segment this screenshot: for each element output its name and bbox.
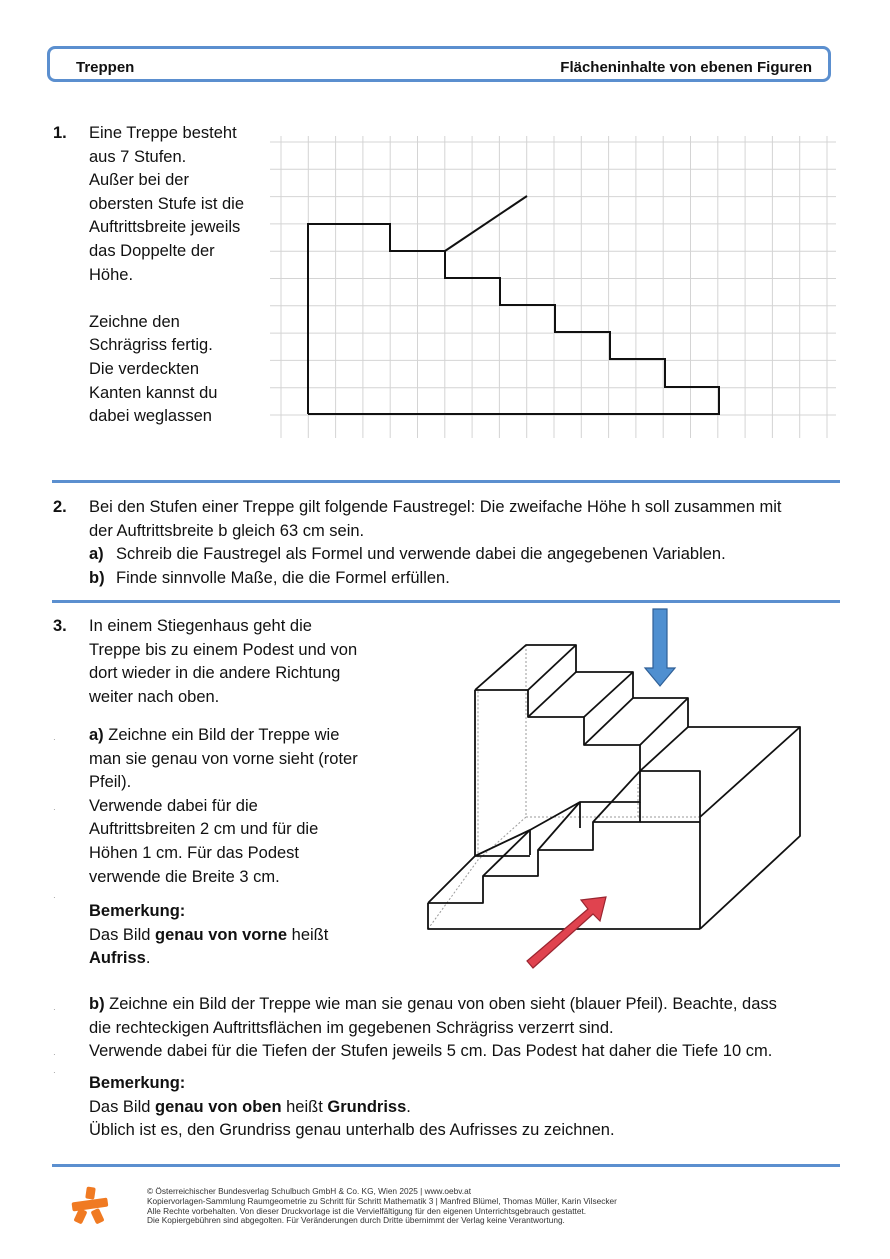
remark-text: Das Bild xyxy=(89,925,156,944)
edge xyxy=(538,802,580,850)
q2-line: Bei den Stufen einer Treppe gilt folgende Faustregel: Die zweifache Höhe h soll zusammen mit xyxy=(89,498,782,516)
q1-number: 1. xyxy=(53,124,67,142)
divider xyxy=(52,600,840,603)
edge xyxy=(584,698,633,745)
publisher-logo xyxy=(70,1185,110,1225)
divider xyxy=(52,1164,840,1167)
edge xyxy=(475,645,800,727)
q1-line: Höhe. xyxy=(89,265,134,284)
hidden-edges xyxy=(428,645,700,929)
red-arrow-shape xyxy=(527,897,606,968)
q3-line: Zeichne ein Bild der Treppe wie xyxy=(103,726,340,744)
edge xyxy=(640,727,688,771)
grid-lines xyxy=(270,136,836,438)
q3-b-first-line xyxy=(89,993,854,1017)
q1-grid-figure xyxy=(270,130,840,442)
q2-a-label: a) xyxy=(89,545,104,563)
remark-line xyxy=(89,924,328,948)
remark-bold: genau von vorne xyxy=(155,925,288,944)
q3-line: Zeichne ein Bild der Treppe wie man sie genau von oben sieht (blauer Pfeil). Beachte, dass xyxy=(104,995,777,1013)
remark-line: Üblich ist es, den Grundriss genau unterhalb des Aufrisses zu zeichnen. xyxy=(89,1121,615,1140)
q1-spacer xyxy=(89,287,244,311)
footer-line: Kopiervorlagen-Sammlung Raumgeometrie zu Schritt für Schritt Mathematik 3 | Manfred Blümel, Thomas Müller, Karin Vilsecker xyxy=(147,1195,617,1206)
edge xyxy=(428,903,700,929)
header-box xyxy=(47,46,831,82)
q2-a-text: Schreib die Faustregel als Formel und verwende dabei die angegebenen Variablen. xyxy=(116,545,726,563)
q3-b-label: b) xyxy=(89,995,105,1013)
q3-b-text xyxy=(89,993,854,1064)
q1-line: Kanten kannst du xyxy=(89,383,218,402)
edge xyxy=(528,645,576,690)
margin-mark: · xyxy=(53,1050,56,1059)
remark-bold: genau von oben xyxy=(155,1097,282,1116)
q2-text xyxy=(89,496,849,543)
edge xyxy=(528,672,576,717)
q3-line: die rechteckigen Auftrittsflächen im gegebenen Schrägriss verzerrt sind. xyxy=(89,1018,614,1037)
q3-staircase-figure xyxy=(420,605,810,980)
header-title: Treppen xyxy=(76,59,135,76)
q3-a-label: a) xyxy=(89,726,104,744)
logo-shape xyxy=(71,1187,108,1225)
q3-line: Pfeil). xyxy=(89,773,132,792)
margin-mark: · xyxy=(53,1068,56,1077)
staircase-outline xyxy=(308,196,719,414)
remark-title: Bemerkung: xyxy=(89,902,186,920)
blue-arrow xyxy=(645,609,675,686)
q3-line: weiter nach oben. xyxy=(89,687,220,706)
q2-b-text: Finde sinnvolle Maße, die die Formel erfüllen. xyxy=(116,569,450,587)
edge xyxy=(483,830,530,876)
remark-text: Das Bild xyxy=(89,1097,156,1116)
blue-arrow-shape xyxy=(645,609,675,686)
q3-number: 3. xyxy=(53,617,67,635)
q3-remark1 xyxy=(89,900,328,971)
edge xyxy=(428,771,640,903)
footer-line: © Österreichischer Bundesverlag Schulbuch GmbH & Co. KG, Wien 2025 | www.oebv.at xyxy=(147,1186,471,1196)
q3-intro xyxy=(89,615,357,709)
q1-line: obersten Stufe ist die xyxy=(89,194,245,213)
remark-text: . xyxy=(145,949,151,968)
q3-line: man sie genau von vorne sieht (roter xyxy=(89,749,358,768)
q1-text xyxy=(89,122,244,429)
q3-line: Höhen 1 cm. Für das Podest xyxy=(89,843,300,862)
q1-line: Schrägriss fertig. xyxy=(89,336,213,355)
edge xyxy=(640,698,688,745)
q2-b-label: b) xyxy=(89,569,105,587)
q1-line: aus 7 Stufen. xyxy=(89,147,187,166)
q1-line: Zeichne den xyxy=(89,312,180,331)
q3-line: dort wieder in die andere Richtung xyxy=(89,664,341,683)
remark-bold: Grundriss xyxy=(327,1097,407,1116)
footer-line: Alle Rechte vorbehalten. Von dieser Druckvorlage ist die Vervielfältigung für den eigenen Unterrichtsgebrauch gestattet. xyxy=(147,1205,587,1216)
remark-line xyxy=(89,1096,854,1120)
q1-line: das Doppelte der xyxy=(89,241,215,260)
margin-mark: · xyxy=(53,893,56,902)
q1-line: Die verdeckten xyxy=(89,359,200,378)
margin-mark: · xyxy=(53,805,56,814)
q2-line: der Auftrittsbreite b gleich 63 cm sein. xyxy=(89,521,365,540)
hidden-edge xyxy=(478,817,526,860)
hidden-edge xyxy=(428,690,478,929)
q1-line: Eine Treppe besteht xyxy=(89,124,237,142)
edge xyxy=(584,672,633,717)
margin-mark: · xyxy=(53,735,56,744)
remark-text: heißt xyxy=(287,925,329,944)
q2-number: 2. xyxy=(53,498,67,516)
q3-line: Auftrittsbreiten 2 cm und für die xyxy=(89,820,319,839)
edge xyxy=(593,771,640,822)
q3-remark2 xyxy=(89,1072,854,1143)
margin-mark: · xyxy=(53,1005,56,1014)
remark-bold: Aufriss xyxy=(89,949,146,968)
q1-line: Außer bei der xyxy=(89,171,189,190)
remark-text: . xyxy=(406,1097,411,1116)
q1-line: dabei weglassen xyxy=(89,407,212,426)
q3-line: Verwende dabei für die xyxy=(89,796,258,815)
remark-title: Bemerkung: xyxy=(89,1074,186,1092)
q3-a-text xyxy=(89,724,358,889)
q1-line: Auftrittsbreite jeweils xyxy=(89,218,241,237)
visible-edges xyxy=(428,645,800,929)
q3-line: Verwende dabei für die Tiefen der Stufen jeweils 5 cm. Das Podest hat daher die Tiefe 10 cm. xyxy=(89,1042,773,1061)
q3-line: Treppe bis zu einem Podest und von xyxy=(89,640,358,659)
header-topic: Flächeninhalte von ebenen Figuren xyxy=(560,59,812,76)
edge xyxy=(700,727,800,929)
q3-line: In einem Stiegenhaus geht die xyxy=(89,617,312,635)
footer-line: Die Kopiergebühren sind abgegolten. Für Veränderungen durch Dritte übernimmt der Verlag keine Verantwortung. xyxy=(147,1215,565,1226)
staircase-profile xyxy=(308,224,719,414)
red-arrow xyxy=(527,897,606,968)
footer-text xyxy=(147,1187,617,1226)
q3-line: verwende die Breite 3 cm. xyxy=(89,867,280,886)
divider xyxy=(52,480,840,483)
remark-text: heißt xyxy=(281,1097,328,1116)
edge xyxy=(475,690,700,817)
remark-line xyxy=(89,947,328,971)
q3-a-first-line xyxy=(89,724,358,748)
